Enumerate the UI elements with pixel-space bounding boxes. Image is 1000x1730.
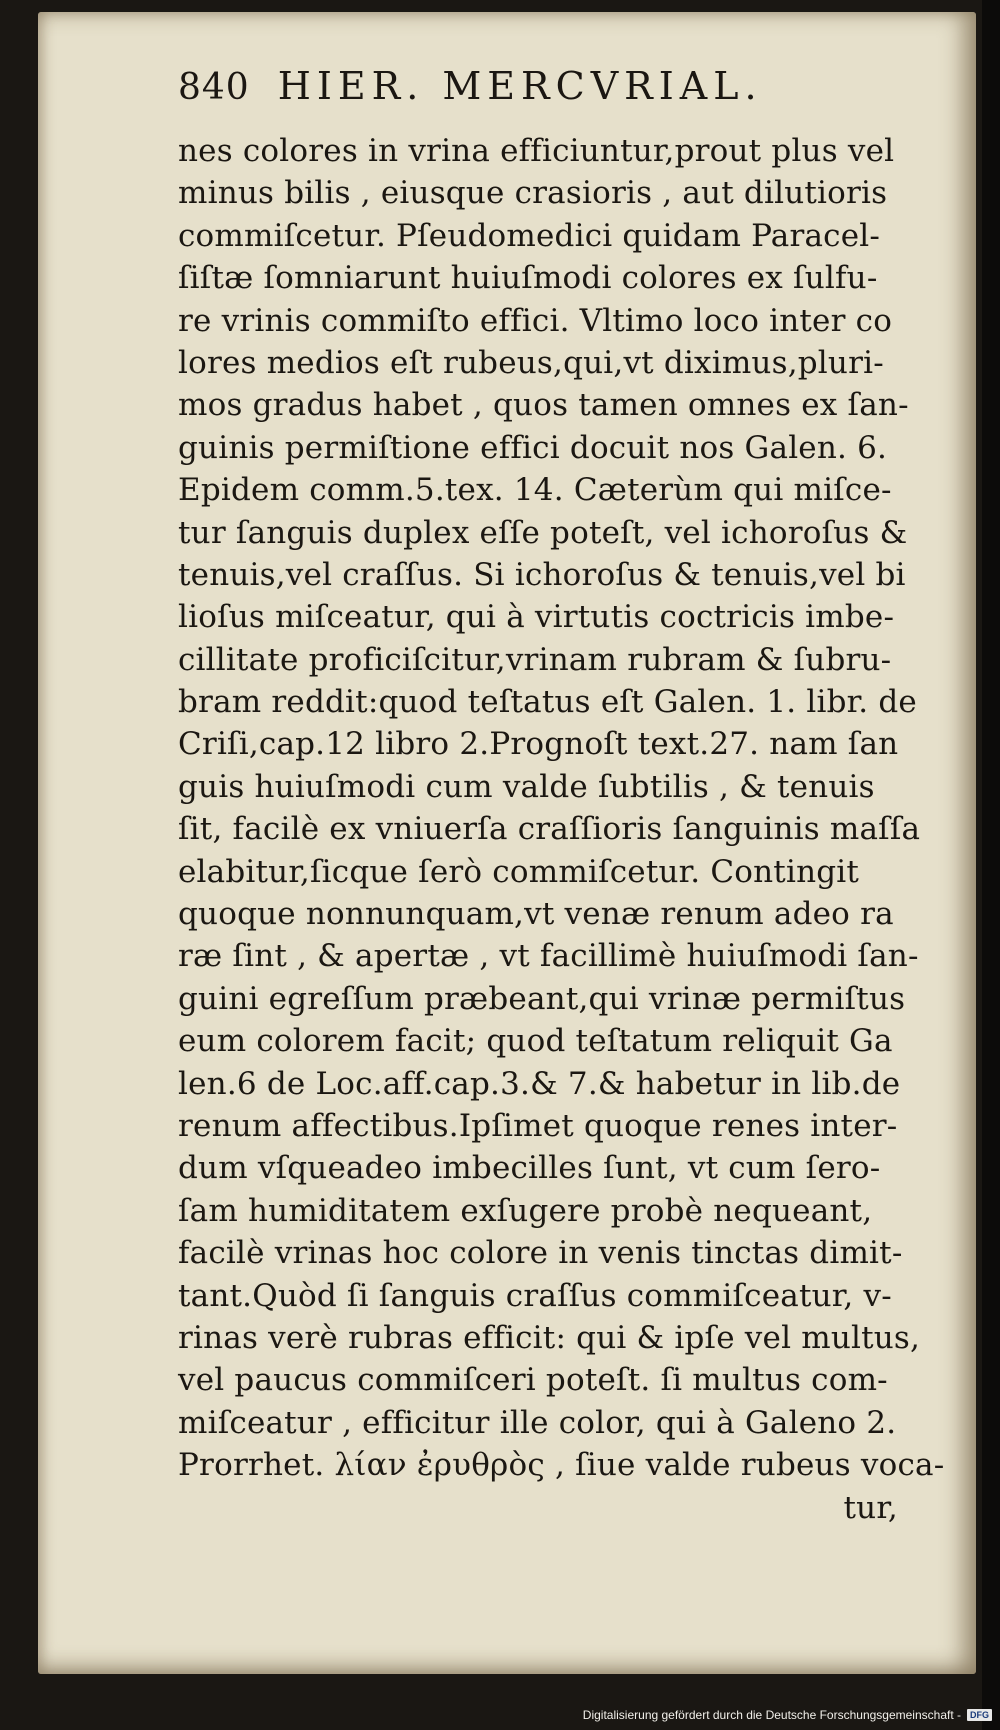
book-binding-edge (982, 0, 1000, 1730)
book-page (38, 12, 976, 1674)
text-line: facilè vrinas hoc colore in venis tinctas dimit- (178, 1235, 903, 1272)
text-line: re vrinis commiſto effici. Vltimo loco inter co (178, 302, 893, 339)
text-line: commiſcetur. Pſeudomedici quidam Paracel- (178, 217, 881, 254)
credit-text: Digitalisierung gefördert durch die Deutsche Forschungsgemeinschaft - (582, 1708, 961, 1722)
running-head: HIER. MERCVRIAL. (277, 64, 763, 108)
text-line: guinis permiſtione effici docuit nos Galen. 6. (178, 429, 888, 466)
text-line: ſam humiditatem exſugere probè nequeant, (178, 1192, 873, 1229)
text-line: tur ſanguis duplex eſſe poteſt, vel ichoroſus & (178, 514, 908, 551)
text-line: dum vſqueadeo imbecilles ſunt, vt cum ſero- (178, 1150, 881, 1187)
text-line: ſit, facilè ex vniuerſa craſſioris ſanguinis maſſa (178, 811, 921, 848)
text-line: rinas verè rubras efficit: qui & ipſe vel multus, (178, 1319, 921, 1356)
text-line: miſceatur , efficitur ille color, qui à Galeno 2. (178, 1404, 897, 1441)
text-line: tenuis,vel craſſus. Si ichoroſus & tenuis,vel bi (178, 556, 906, 593)
text-line: tant.Quòd ſi ſanguis craſſus commiſceatur, v- (178, 1277, 892, 1314)
text-line: nes colores in vrina efficiuntur,prout plus vel (178, 133, 895, 169)
text-line: elabitur,ſicque ſerò commiſcetur. Contingit (178, 853, 860, 890)
text-line: guini egreſſum præbeant,qui vrinæ permiſtus (178, 980, 906, 1017)
dfg-logo-icon: DFG (967, 1709, 992, 1721)
text-line: lioſus miſceatur, qui à virtutis coctricis imbe- (178, 599, 895, 636)
text-line: mos gradus habet , quos tamen omnes ex ſan- (178, 387, 909, 424)
text-line: vel paucus commiſceri poteſt. ſi multus com- (178, 1362, 888, 1399)
text-line: renum affectibus.Ipſimet quoque renes inter- (178, 1107, 898, 1144)
text-line: eum colorem facit; quod teſtatum reliquit Ga (178, 1023, 893, 1060)
text-line: Criſi,cap.12 libro 2.Prognoſt text.27. nam ſan (178, 726, 899, 763)
text-line: len.6 de Loc.aff.cap.3.& 7.& habetur in lib.de (178, 1065, 901, 1102)
text-line: ræ ſint , & apertæ , vt facillimè huiuſmodi ſan- (178, 938, 919, 975)
text-line: lores medios eſt rubeus,qui,vt diximus,pluri- (178, 344, 884, 381)
text-line: guis huiuſmodi cum valde ſubtilis , & tenuis (178, 768, 875, 805)
text-line: ſiſtæ ſomniarunt huiuſmodi colores ex ſulfu- (178, 260, 878, 297)
text-line: Epidem comm.5.tex. 14. Cæterùm qui miſce- (178, 472, 892, 509)
page-header (178, 64, 958, 124)
text-line: Prorrhet. λίαν ἐρυθρὸς , ſiue valde rubeus voca- (178, 1447, 945, 1484)
digitization-credit (583, 1708, 992, 1722)
text-line: minus bilis , eiusque crasioris , aut dilutioris (178, 175, 888, 212)
text-line: tur, (843, 1489, 898, 1526)
page-content (178, 64, 958, 1529)
text-line: bram reddit:quod teſtatus eſt Galen. 1. libr. de (178, 684, 917, 721)
body-text (178, 130, 958, 1529)
page-number: 840 (178, 67, 250, 108)
text-line: quoque nonnunquam,vt venæ renum adeo ra (178, 896, 894, 933)
text-line: cillitate proficiſcitur,vrinam rubram & ſubru- (178, 641, 892, 678)
